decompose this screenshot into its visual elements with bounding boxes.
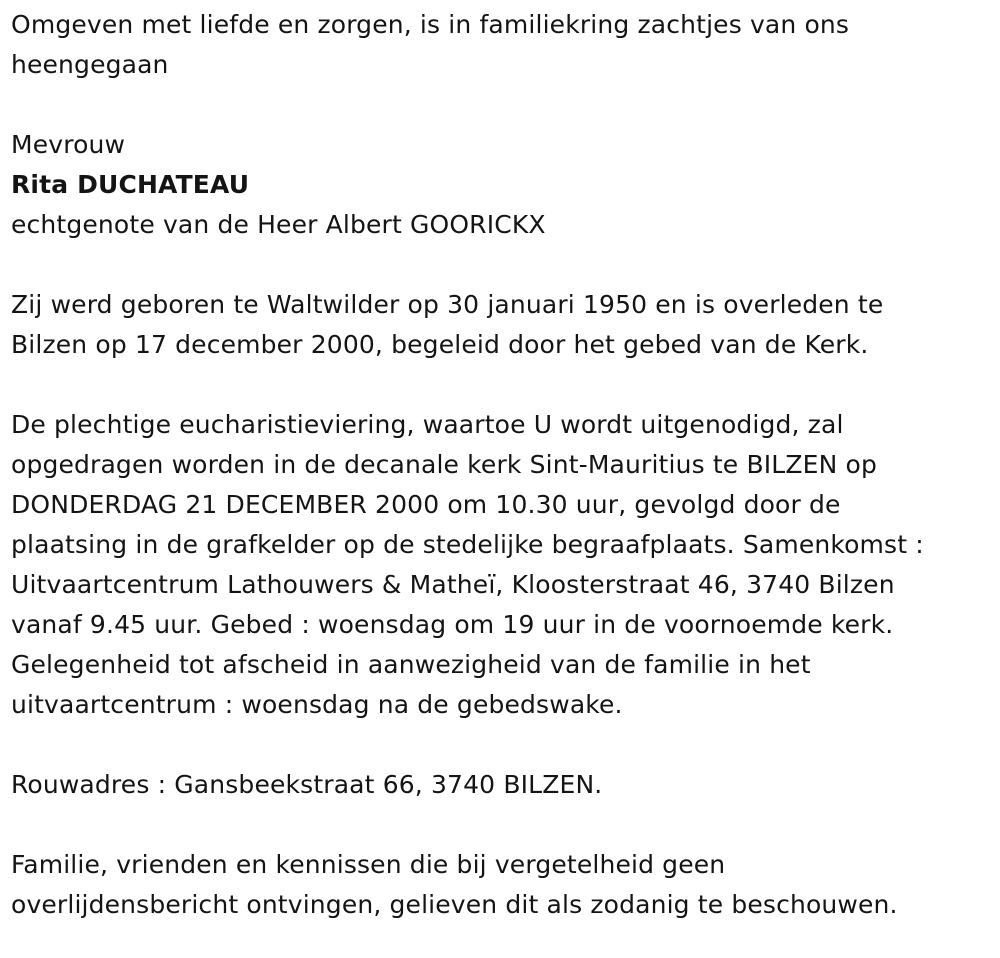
spacer bbox=[11, 85, 986, 125]
ceremony-paragraph bbox=[11, 405, 986, 725]
intro-line: Omgeven met liefde en zorgen, is in familiekring zachtjes van ons bbox=[11, 10, 850, 39]
honorific: Mevrouw bbox=[11, 130, 126, 159]
ceremony-line: Gelegenheid tot afscheid in aanwezigheid van de familie in het bbox=[11, 650, 811, 679]
ceremony-line: De plechtige eucharistieviering, waartoe U wordt uitgenodigd, zal bbox=[11, 410, 844, 439]
spacer bbox=[11, 725, 986, 765]
closing-paragraph bbox=[11, 845, 986, 925]
birth-death-paragraph bbox=[11, 285, 986, 365]
intro-paragraph bbox=[11, 5, 986, 85]
ceremony-line: DONDERDAG 21 DECEMBER 2000 om 10.30 uur, gevolgd door de bbox=[11, 490, 841, 519]
spacer bbox=[11, 245, 986, 285]
closing-line: Familie, vrienden en kennissen die bij vergetelheid geen bbox=[11, 850, 726, 879]
ceremony-line: Uitvaartcentrum Lathouwers & Matheï, Kloosterstraat 46, 3740 Bilzen bbox=[11, 570, 895, 599]
ceremony-line: vanaf 9.45 uur. Gebed : woensdag om 19 uur in de voornoemde kerk. bbox=[11, 610, 894, 639]
spacer bbox=[11, 805, 986, 845]
mourning-address: Rouwadres : Gansbeekstraat 66, 3740 BILZEN. bbox=[11, 770, 603, 799]
closing-line: overlijdensbericht ontvingen, gelieven dit als zodanig te beschouwen. bbox=[11, 890, 898, 919]
deceased-name: Rita DUCHATEAU bbox=[11, 170, 250, 199]
spouse-line: echtgenote van de Heer Albert GOORICKX bbox=[11, 210, 546, 239]
ceremony-line: plaatsing in de grafkelder op de stedelijke begraafplaats. Samenkomst : bbox=[11, 530, 924, 559]
death-notice bbox=[11, 5, 986, 925]
intro-line: heengegaan bbox=[11, 50, 169, 79]
ceremony-line: uitvaartcentrum : woensdag na de gebedswake. bbox=[11, 690, 623, 719]
ceremony-line: opgedragen worden in de decanale kerk Sint-Mauritius te BILZEN op bbox=[11, 450, 877, 479]
spacer bbox=[11, 365, 986, 405]
birth-death-line: Zij werd geboren te Waltwilder op 30 januari 1950 en is overleden te bbox=[11, 290, 884, 319]
birth-death-line: Bilzen op 17 december 2000, begeleid door het gebed van de Kerk. bbox=[11, 330, 869, 359]
